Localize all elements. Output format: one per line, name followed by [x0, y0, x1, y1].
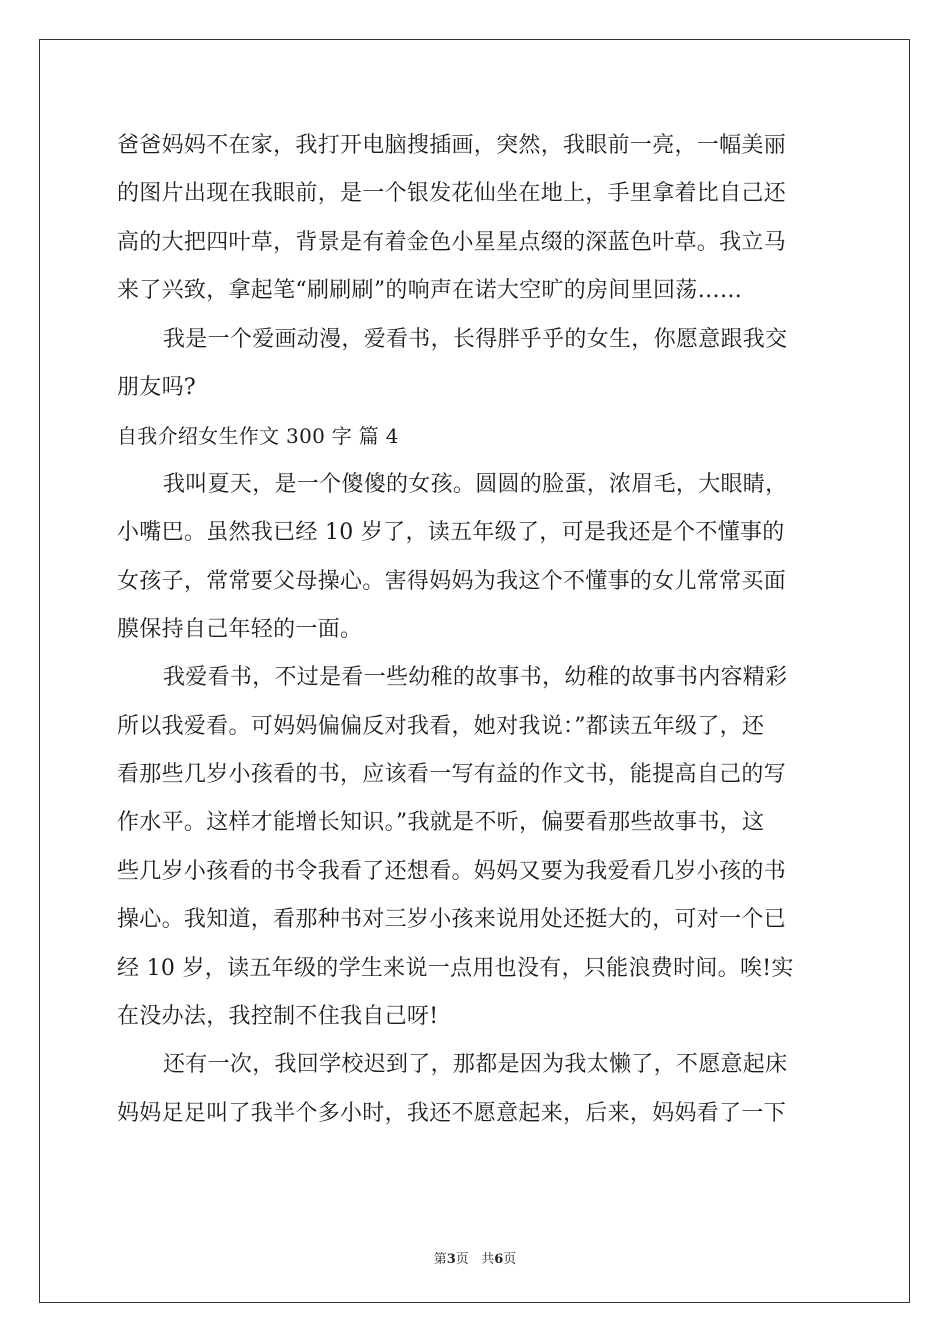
footer-page-word: 页 [455, 1252, 469, 1267]
text-line: 我爱看书，不过是看一些幼稚的故事书，幼稚的故事书内容精彩 [163, 665, 788, 691]
footer-total-prefix: 共 [481, 1252, 495, 1267]
text-line: 我叫夏天，是一个傻傻的女孩。圆圆的脸蛋，浓眉毛，大眼睛， [163, 471, 788, 497]
text-line: 作水平。这样才能增长知识。”我就是不听，偏要看那些故事书，这 [117, 810, 765, 836]
text-line: 看那些几岁小孩看的书，应该看一写有益的作文书，能提高自己的写 [117, 762, 787, 788]
text-line: 高的大把四叶草，背景是有着金色小星星点缀的深蓝色叶草。我立马 [117, 229, 787, 255]
text-line: 还有一次，我回学校迟到了，那都是因为我太懒了，不愿意起床 [163, 1052, 788, 1078]
text-line: 来了兴致，拿起笔“刷刷刷”的响声在诺大空旷的房间里回荡…… [117, 278, 743, 304]
footer-total-suffix: 页 [503, 1252, 517, 1267]
text-line: 经 10 岁，读五年级的学生来说一点用也没有，只能浪费时间。唉!实 [117, 955, 794, 981]
text-line: 的图片出现在我眼前，是一个银发花仙坐在地上，手里拿着比自己还 [117, 181, 787, 207]
text-line: 我是一个爱画动漫，爱看书，长得胖乎乎的女生，你愿意跟我交 [163, 326, 788, 352]
footer-prefix: 第 [433, 1252, 447, 1267]
text-line: 所以我爱看。可妈妈偏偏反对我看，她对我说：”都读五年级了，还 [117, 713, 765, 739]
document-body [117, 122, 833, 1138]
text-line: 在没办法，我控制不住我自己呀! [117, 1004, 439, 1030]
text-line: 小嘴巴。虽然我已经 10 岁了，读五年级了，可是我还是个不懂事的 [117, 520, 785, 546]
footer-page-current: 3 [446, 1252, 456, 1267]
text-line: 女孩子，常常要父母操心。害得妈妈为我这个不懂事的女儿常常买面 [117, 568, 787, 594]
footer-page-total: 6 [494, 1252, 504, 1267]
text-line: 朋友吗? [117, 374, 196, 400]
text-line: 些几岁小孩看的书令我看了还想看。妈妈又要为我爱看几岁小孩的书 [117, 858, 787, 884]
section-heading: 自我介绍女生作文 300 字 篇 4 [117, 424, 399, 449]
text-line: 妈妈足足叫了我半个多小时，我还不愿意起来，后来，妈妈看了一下 [117, 1100, 787, 1126]
text-line: 操心。我知道，看那种书对三岁小孩来说用处还挺大的，可对一个已 [117, 907, 787, 933]
page-footer [0, 1248, 950, 1267]
text-line: 膜保持自己年轻的一面。 [117, 616, 363, 642]
text-line: 爸爸妈妈不在家，我打开电脑搜插画，突然，我眼前一亮，一幅美丽 [117, 133, 787, 158]
